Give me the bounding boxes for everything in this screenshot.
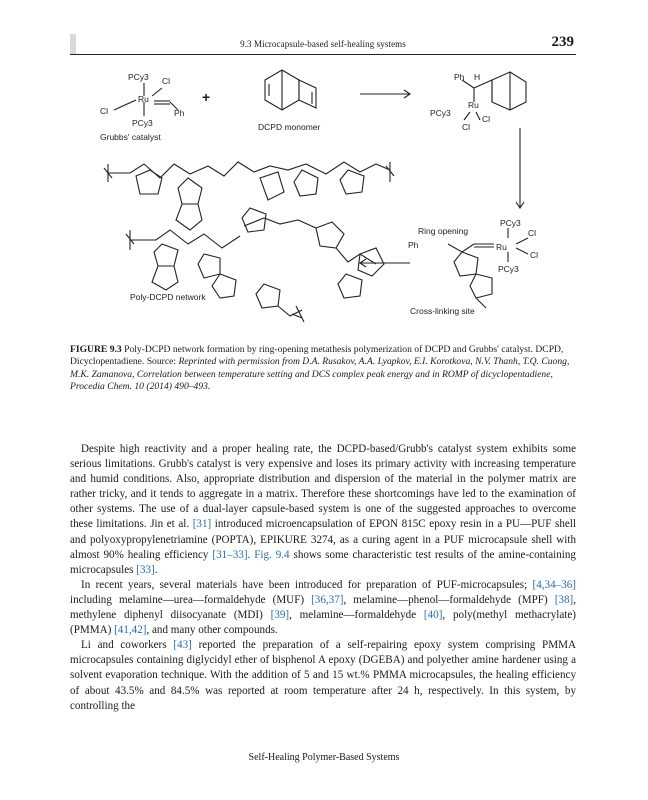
label-ring-opening: Ring opening — [418, 226, 469, 236]
ru-product-structure — [462, 72, 526, 120]
label-cl-ring-a: Cl — [528, 228, 537, 238]
label-cl-product-a: Cl — [462, 122, 471, 132]
book-title-footer: Self-Healing Polymer-Based Systems — [248, 752, 400, 763]
polymer-chain-top — [104, 162, 394, 230]
label-cl-a: Cl — [162, 76, 171, 86]
paragraph-3 — [70, 638, 576, 713]
figure-label: FIGURE 9.3 — [70, 344, 122, 355]
label-pcy3-ring-top: PCy3 — [500, 218, 521, 228]
p2-text-b: including melamine—urea—formaldehyde (MUF) — [70, 593, 305, 606]
label-pcy3-top: PCy3 — [128, 72, 149, 82]
label-h-product: H — [474, 72, 481, 82]
ref-38-link[interactable]: [38] — [554, 593, 574, 606]
label-pcy3-ring-bottom: PCy3 — [498, 264, 519, 274]
label-ru: Ru — [138, 94, 149, 104]
caption-text: Poly-DCPD network formation by ring-opening metathesis polymerization of DCPD and Grubbs' catalyst. DCPD, Dicyclopentadiene. Source: — [70, 344, 564, 368]
ref-39-link[interactable]: [39] — [270, 609, 290, 622]
p3-text-a: Li and coworkers — [81, 639, 167, 652]
label-ph: Ph — [174, 108, 185, 118]
p2-text-e: , melamine—formaldehyde — [289, 609, 417, 622]
figure-caption — [70, 344, 576, 394]
label-cl-product-b: Cl — [482, 114, 491, 124]
polymer-network-core — [242, 172, 384, 298]
ref-4-34-36-link[interactable]: [4,34–36] — [532, 578, 576, 591]
label-cross-linking-site: Cross-linking site — [410, 306, 475, 316]
caption-source: Reprinted with permission from D.A. Rusakov, A.A. Lyapkov, E.I. Korotkova, N.V. Thanh, T.Q. Cuong, M.K. Zamanova, Correlation between temperature setting and DCS complex peak energy and in ROMP of dicyclopentadiene, Procedia Chem. 10 (2014) 490–493. — [70, 356, 570, 393]
label-ru-product: Ru — [468, 100, 479, 110]
page-number: 239 — [551, 34, 574, 50]
label-plus: + — [202, 89, 211, 105]
label-cl-ring-b: Cl — [530, 250, 539, 260]
label-pcy3-bottom: PCy3 — [132, 118, 153, 128]
label-ph-ring: Ph — [408, 240, 419, 250]
figure-scheme — [70, 58, 576, 328]
p2-text-a: In recent years, several materials have been introduced for preparation of PUF-microcapsules; — [81, 578, 528, 591]
body-text — [70, 442, 576, 714]
ref-33-link[interactable]: [33] — [136, 563, 155, 576]
p1-text-b: introduced microencapsulation of EPON 815C epoxy resin in a PU—PUF shell and polyoxypropylenetriamine (POPTA), EPIKURE 3274, as a curing agent in a PUF microcapsule shell with almost 90% healing efficiency — [70, 518, 577, 561]
ref-41-42-link[interactable]: [41,42] — [114, 624, 147, 637]
paragraph-2 — [70, 578, 576, 638]
label-pcy3-product: PCy3 — [430, 108, 451, 118]
p2-text-g: , and many other compounds. — [146, 624, 278, 637]
p3-text-b: reported the preparation of a self-repairing epoxy system comprising PMMA microcapsules containing diglycidyl ether of bisphenol A epoxy (DGEBA) and polyether amine hardener using a solvent evaporation technique. With the addition of 5 and 15 wt.% PMMA microcapsules, the healing efficiency of about 43.5% and 84.5% was reported at room temperature after 24 h, respectively. In this system, by controlling the — [70, 639, 576, 712]
p2-text-c: , melamine—phenol—formaldehyde (MPF) — [343, 593, 548, 606]
fig-9-4-link[interactable]: Fig. 9.4 — [254, 548, 290, 561]
ref-31-link[interactable]: [31] — [192, 518, 212, 531]
p2-text-d: , methylene diphenyl diisocyanate (MDI) — [70, 593, 576, 622]
label-grubbs-catalyst: Grubbs' catalyst — [100, 132, 161, 142]
p1-text-d: shows some characteristic test results of the amine-containing microcapsules — [70, 548, 576, 576]
paragraph-1 — [70, 442, 576, 578]
dcpd-monomer-structure — [265, 70, 316, 110]
p2-text-f: , poly(methyl methacrylate) (PMMA) — [70, 609, 576, 637]
ref-31-33-link[interactable]: [31–33] — [212, 548, 248, 561]
running-title: 9.3 Microcapsule-based self-healing systems — [240, 39, 406, 49]
label-ru-ring: Ru — [496, 242, 507, 252]
p1-text-a: Despite high reactivity and a proper healing rate, the DCPD-based/Grubb's catalyst system exhibits some serious limitations. Grubb's catalyst is very expensive and loses its primary activity with increasing temperature and humid conditions. Also, appropriate distribution and dispersion of the material in the polymer matrix are rather tricky, and it tends to aggregate in a matrix. Therefore these shortcomings have led to the examination of other systems. The use of a dual-layer capsule-based system is one of the suggested approaches to overcome these limitations. Jin et al. — [70, 443, 576, 531]
label-cl-b: Cl — [100, 106, 109, 116]
ref-43-link[interactable]: [43] — [173, 639, 192, 652]
running-header — [70, 34, 576, 55]
p1-text-e: . — [154, 563, 158, 576]
polymer-chain-tail — [256, 284, 304, 322]
ref-36-37-link[interactable]: [36,37] — [311, 593, 344, 606]
ref-40-link[interactable]: [40] — [423, 609, 443, 622]
label-ph-product: Ph — [454, 72, 465, 82]
polymer-chain-bottom — [126, 230, 240, 298]
label-dcpd-monomer: DCPD monomer — [258, 122, 321, 132]
label-poly-dcpd-network: Poly-DCPD network — [130, 292, 206, 302]
p1-text-c: . — [247, 548, 251, 561]
